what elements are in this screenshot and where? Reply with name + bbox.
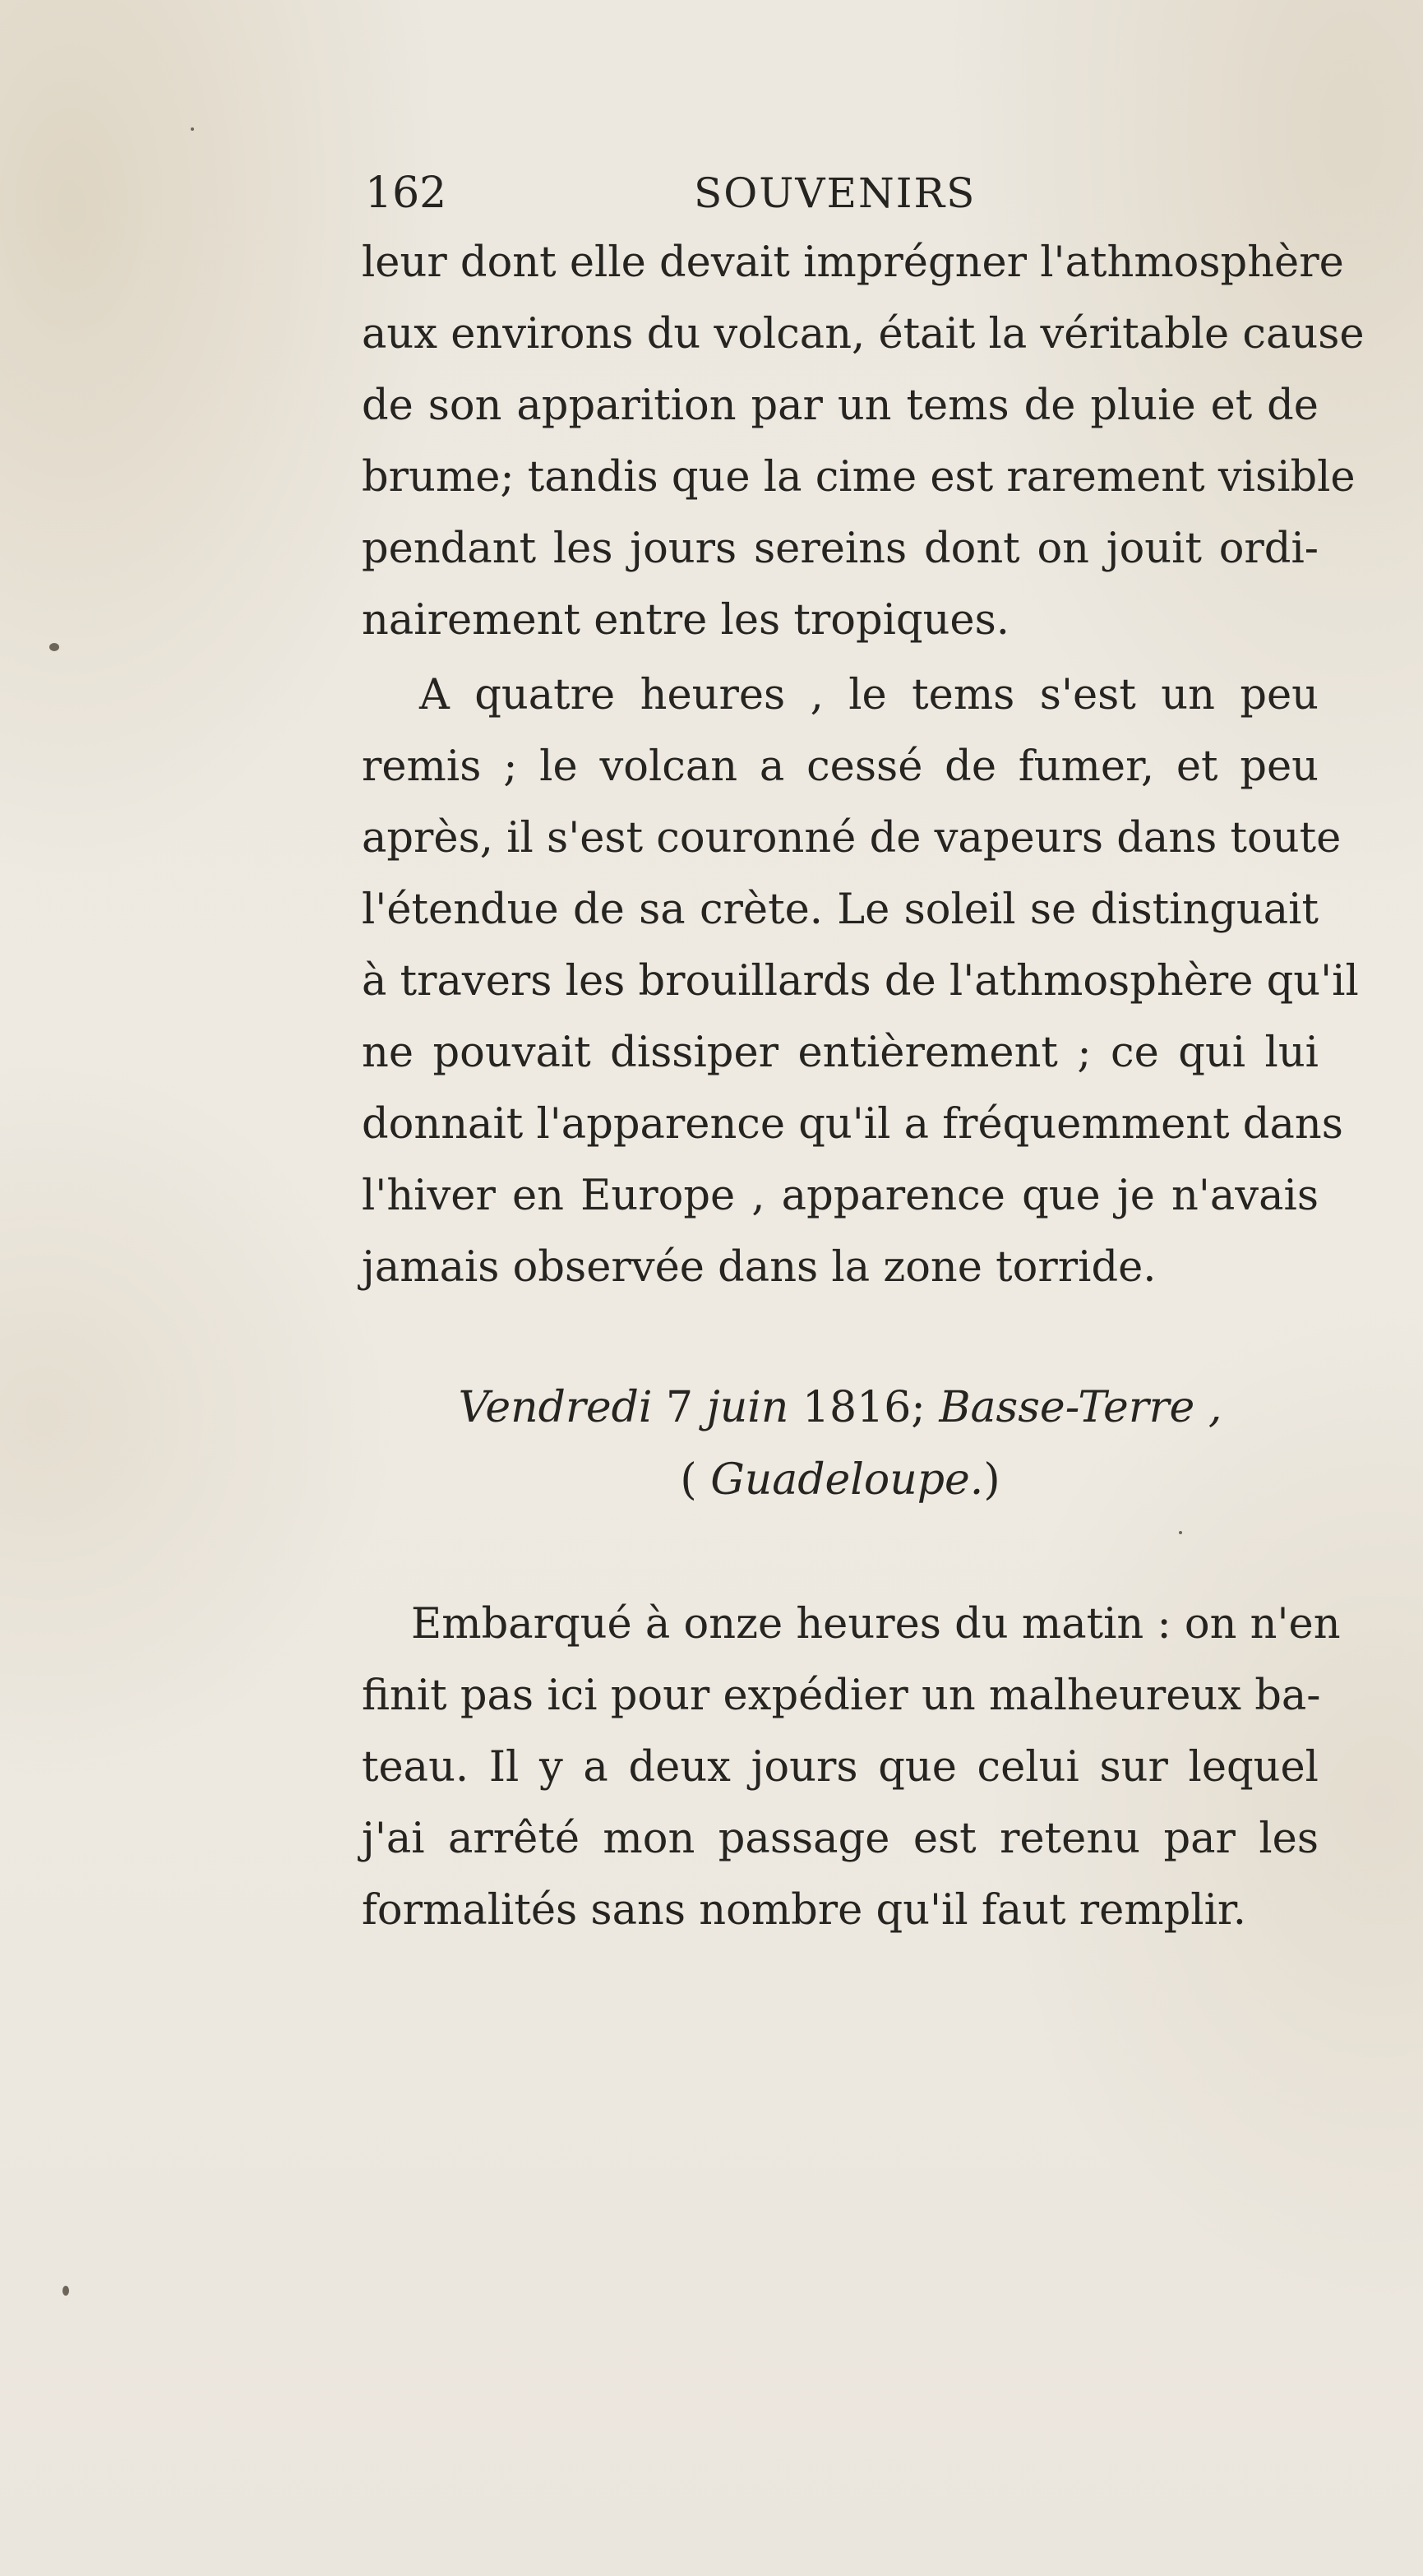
paragraph-four-oclock xyxy=(362,659,1359,1303)
paragraph-embarkation xyxy=(362,1589,1341,1946)
text-line: jamais observée dans la zone torride. xyxy=(362,1243,1157,1292)
text-line: Embarqué à onze heures du matin : on n'en xyxy=(411,1600,1341,1649)
text-line: leur dont elle devait imprégner l'athmosphère xyxy=(362,238,1344,287)
text-line: l'hiver en Europe , apparence que je n'avais xyxy=(362,1172,1319,1220)
entry-place: Basse-Terre , xyxy=(939,1383,1222,1432)
text-line: A quatre heures , le tems s'est un peu xyxy=(419,671,1319,719)
ink-speck xyxy=(191,127,194,131)
text-line: ne pouvait dissiper entièrement ; ce qui lui xyxy=(362,1029,1319,1077)
entry-region-line xyxy=(362,1444,1319,1516)
text-line: l'étendue de sa crète. Le soleil se distinguait xyxy=(362,886,1319,934)
ink-speck xyxy=(1179,1531,1182,1534)
text-line: nairement entre les tropiques. xyxy=(362,596,1009,645)
text-line: formalités sans nombre qu'il faut remplir. xyxy=(362,1886,1246,1935)
text-line: aux environs du volcan, était la véritable cause xyxy=(362,310,1365,358)
entry-date-line xyxy=(362,1371,1319,1444)
page-number: 162 xyxy=(365,169,447,218)
entry-year: 1816; xyxy=(802,1383,926,1432)
text-line: finit pas ici pour expédier un malheureux ba- xyxy=(362,1672,1321,1720)
running-title: SOUVENIRS xyxy=(694,169,977,217)
text-line: brume; tandis que la cime est rarement visible xyxy=(362,453,1356,502)
diary-entry-heading xyxy=(362,1371,1319,1516)
text-line: de son apparition par un tems de pluie et de xyxy=(362,382,1319,430)
entry-region: Guadeloupe. xyxy=(710,1455,984,1505)
text-line: remis ; le volcan a cessé de fumer, et peu xyxy=(362,742,1319,791)
entry-day: Vendredi xyxy=(458,1383,653,1432)
region-close-paren: ) xyxy=(983,1455,1000,1505)
entry-day-number: 7 xyxy=(666,1383,694,1432)
text-line: pendant les jours sereins dont on jouit ordi- xyxy=(362,525,1319,573)
entry-month: juin xyxy=(706,1383,789,1432)
ink-speck xyxy=(49,643,59,651)
region-open-paren: ( xyxy=(680,1455,697,1505)
text-line: après, il s'est couronné de vapeurs dans toute xyxy=(362,814,1342,863)
paragraph-continued xyxy=(362,227,1365,656)
text-line: teau. Il y a deux jours que celui sur lequel xyxy=(362,1743,1319,1792)
text-line: donnait l'apparence qu'il a fréquemment dans xyxy=(362,1100,1343,1149)
text-line: à travers les brouillards de l'athmosphère qu'il xyxy=(362,957,1359,1006)
text-line: j'ai arrêté mon passage est retenu par les xyxy=(362,1815,1319,1863)
page-header xyxy=(365,164,1319,222)
ink-speck xyxy=(62,2286,69,2296)
